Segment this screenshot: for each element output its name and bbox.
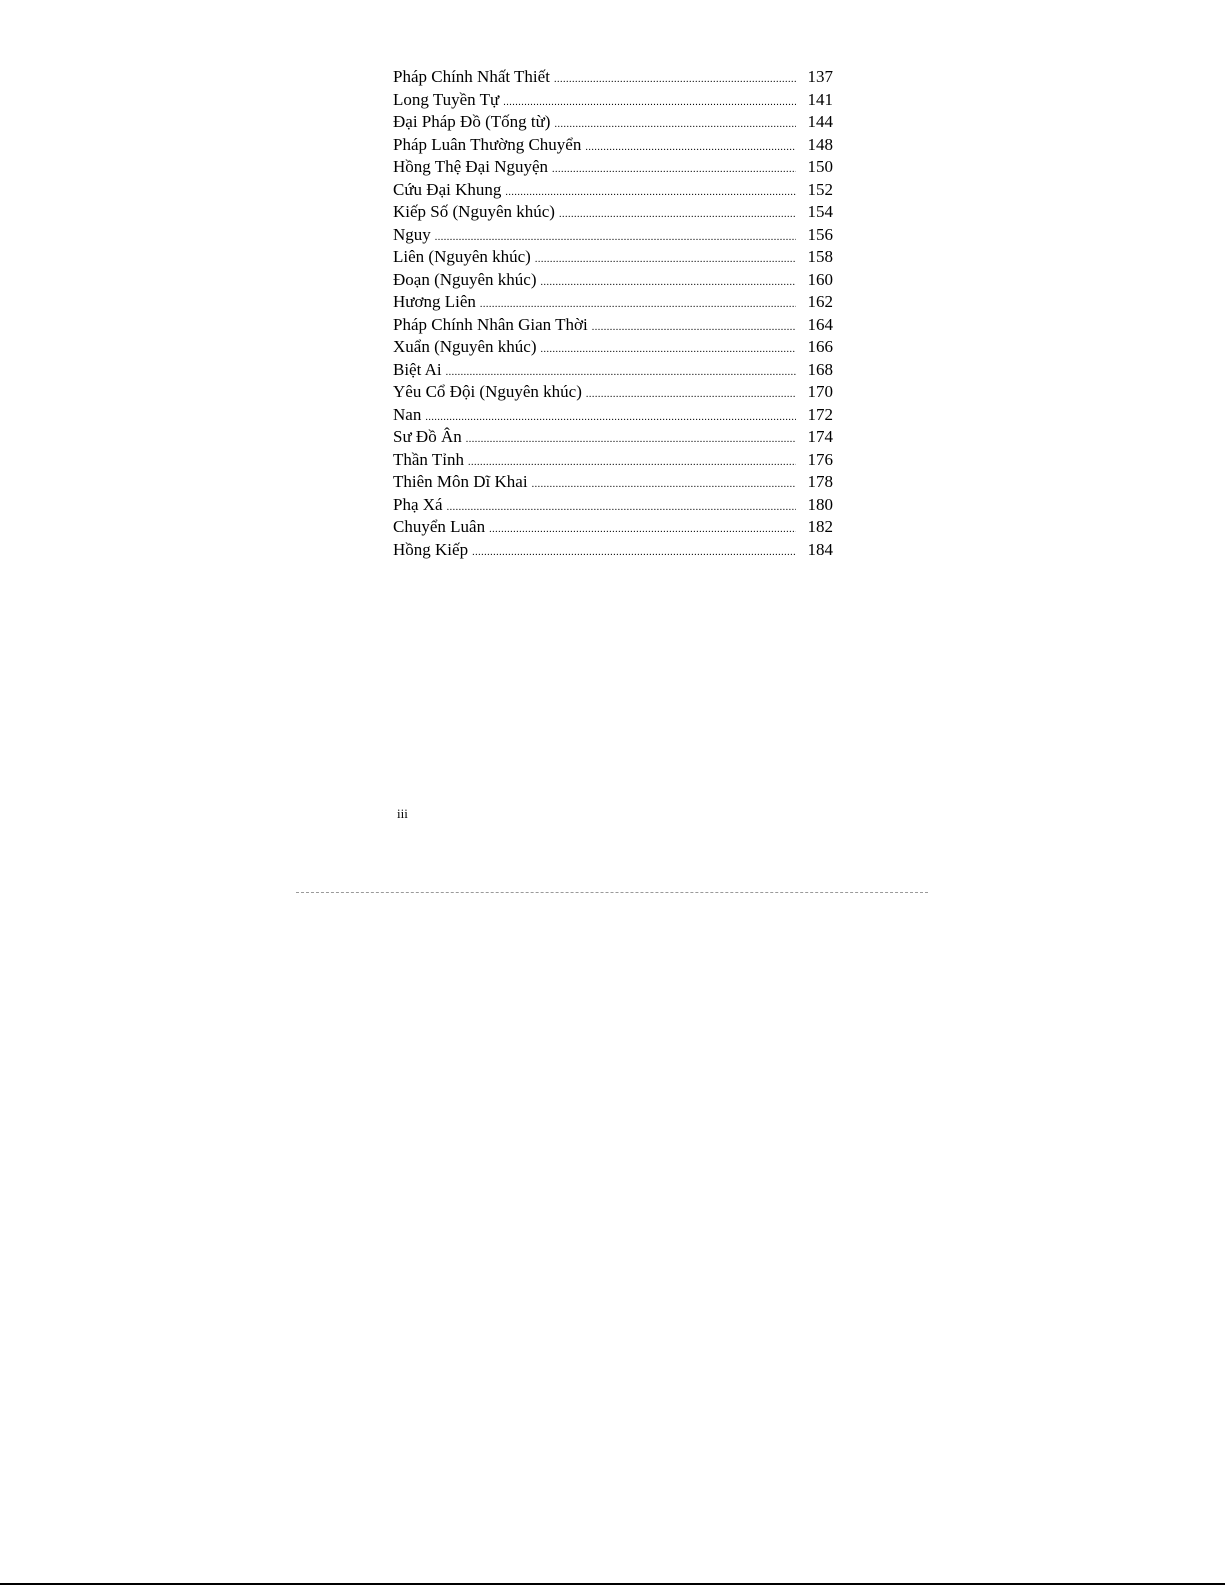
- toc-entry-title: Long Tuyền Tự: [393, 89, 500, 109]
- toc-entry[interactable]: [393, 449, 833, 472]
- toc-entry-page: 168: [807, 359, 833, 379]
- toc-entry[interactable]: [393, 539, 833, 562]
- toc-entry[interactable]: [393, 134, 833, 157]
- toc-entry[interactable]: [393, 314, 833, 337]
- toc-entry-page: 172: [807, 404, 833, 424]
- dot-leader: [435, 233, 796, 243]
- toc-entry-page: 160: [807, 269, 833, 289]
- toc-entry[interactable]: [393, 359, 833, 382]
- dot-leader: [585, 143, 796, 153]
- toc-entry-page: 148: [807, 134, 833, 154]
- toc-entry[interactable]: [393, 291, 833, 314]
- toc-entry[interactable]: [393, 426, 833, 449]
- toc-entry-title: Pháp Chính Nhân Gian Thời: [393, 314, 588, 334]
- toc-entry[interactable]: [393, 66, 833, 89]
- toc-entry-page: 182: [807, 517, 833, 536]
- toc-entry-title: Phạ Xá: [393, 494, 443, 514]
- dot-leader: [532, 480, 796, 490]
- page-number: iii: [397, 806, 408, 821]
- table-of-contents: [393, 66, 833, 561]
- toc-entry[interactable]: [393, 471, 833, 494]
- toc-entry-page: 164: [807, 314, 833, 334]
- toc-entry[interactable]: [393, 269, 833, 292]
- toc-entry-page: 170: [807, 382, 833, 401]
- toc-entry-page: 180: [807, 494, 833, 514]
- toc-entry[interactable]: [393, 336, 833, 359]
- toc-entry-title: Cứu Đại Khung: [393, 179, 502, 199]
- toc-entry-title: Hương Liên: [393, 292, 476, 311]
- toc-entry[interactable]: [393, 156, 833, 179]
- toc-entry-title: Nan: [393, 404, 422, 424]
- toc-entry-title: Thần Tỉnh: [393, 449, 464, 469]
- toc-entry-title: Yêu Cổ Đội (Nguyên khúc): [393, 382, 582, 401]
- toc-entry-title: Nguy: [393, 224, 431, 244]
- dot-leader: [466, 435, 796, 445]
- toc-entry-title: Hồng Kiếp: [393, 539, 469, 559]
- toc-entry-page: 144: [807, 112, 833, 131]
- toc-entry[interactable]: [393, 381, 833, 404]
- toc-entry-page: 150: [807, 157, 833, 176]
- dot-leader: [559, 210, 796, 220]
- toc-entry[interactable]: [393, 89, 833, 112]
- toc-entry-page: 178: [807, 472, 833, 491]
- dot-leader: [541, 278, 796, 288]
- toc-entry-title: Pháp Chính Nhất Thiết: [393, 67, 550, 86]
- toc-entry[interactable]: [393, 494, 833, 517]
- dot-leader: [489, 525, 796, 535]
- toc-entry[interactable]: [393, 201, 833, 224]
- toc-entry[interactable]: [393, 179, 833, 202]
- toc-entry-page: 166: [807, 337, 833, 356]
- dot-leader: [552, 165, 796, 175]
- dot-leader: [554, 75, 796, 85]
- dot-leader: [468, 458, 796, 468]
- dot-leader: [586, 390, 796, 400]
- dot-leader: [503, 98, 796, 108]
- toc-entry-title: Pháp Luân Thường Chuyển: [393, 134, 582, 154]
- page-break-separator: [296, 892, 928, 893]
- toc-entry[interactable]: [393, 516, 833, 539]
- dot-leader: [554, 120, 796, 130]
- dot-leader: [541, 345, 796, 355]
- toc-entry-title: Đoạn (Nguyên khúc): [393, 269, 537, 289]
- toc-entry-title: Sư Đồ Ân: [393, 427, 462, 446]
- toc-entry-title: Liên (Nguyên khúc): [393, 247, 531, 266]
- toc-entry-title: Chuyển Luân: [393, 517, 486, 536]
- dot-leader: [505, 188, 796, 198]
- toc-entry-title: Xuẩn (Nguyên khúc): [393, 337, 537, 356]
- toc-entry-page: 176: [807, 449, 833, 469]
- dot-leader: [446, 368, 796, 378]
- toc-entry-page: 154: [807, 202, 833, 221]
- toc-entry-title: Thiên Môn Dĩ Khai: [393, 472, 528, 491]
- dot-leader: [447, 503, 796, 513]
- toc-entry-page: 184: [807, 539, 833, 559]
- dot-leader: [425, 413, 796, 423]
- toc-entry-title: Đại Pháp Đồ (Tống từ): [393, 112, 551, 131]
- toc-entry-page: 156: [807, 224, 833, 244]
- toc-entry-page: 137: [807, 67, 833, 86]
- toc-entry-page: 162: [807, 292, 833, 311]
- toc-entry-page: 152: [807, 179, 833, 199]
- toc-entry-page: 158: [807, 247, 833, 266]
- toc-entry[interactable]: [393, 404, 833, 427]
- toc-entry-page: 141: [807, 89, 833, 109]
- toc-entry-page: 174: [807, 427, 833, 446]
- dot-leader: [480, 300, 796, 310]
- toc-entry[interactable]: [393, 246, 833, 269]
- toc-entry-title: Hồng Thệ Đại Nguyện: [393, 157, 549, 176]
- toc-entry[interactable]: [393, 224, 833, 247]
- dot-leader: [535, 255, 796, 265]
- toc-entry[interactable]: [393, 111, 833, 134]
- dot-leader: [472, 548, 796, 558]
- toc-entry-title: Kiếp Số (Nguyên khúc): [393, 202, 555, 221]
- dot-leader: [592, 323, 796, 333]
- toc-entry-title: Biệt Ai: [393, 359, 442, 379]
